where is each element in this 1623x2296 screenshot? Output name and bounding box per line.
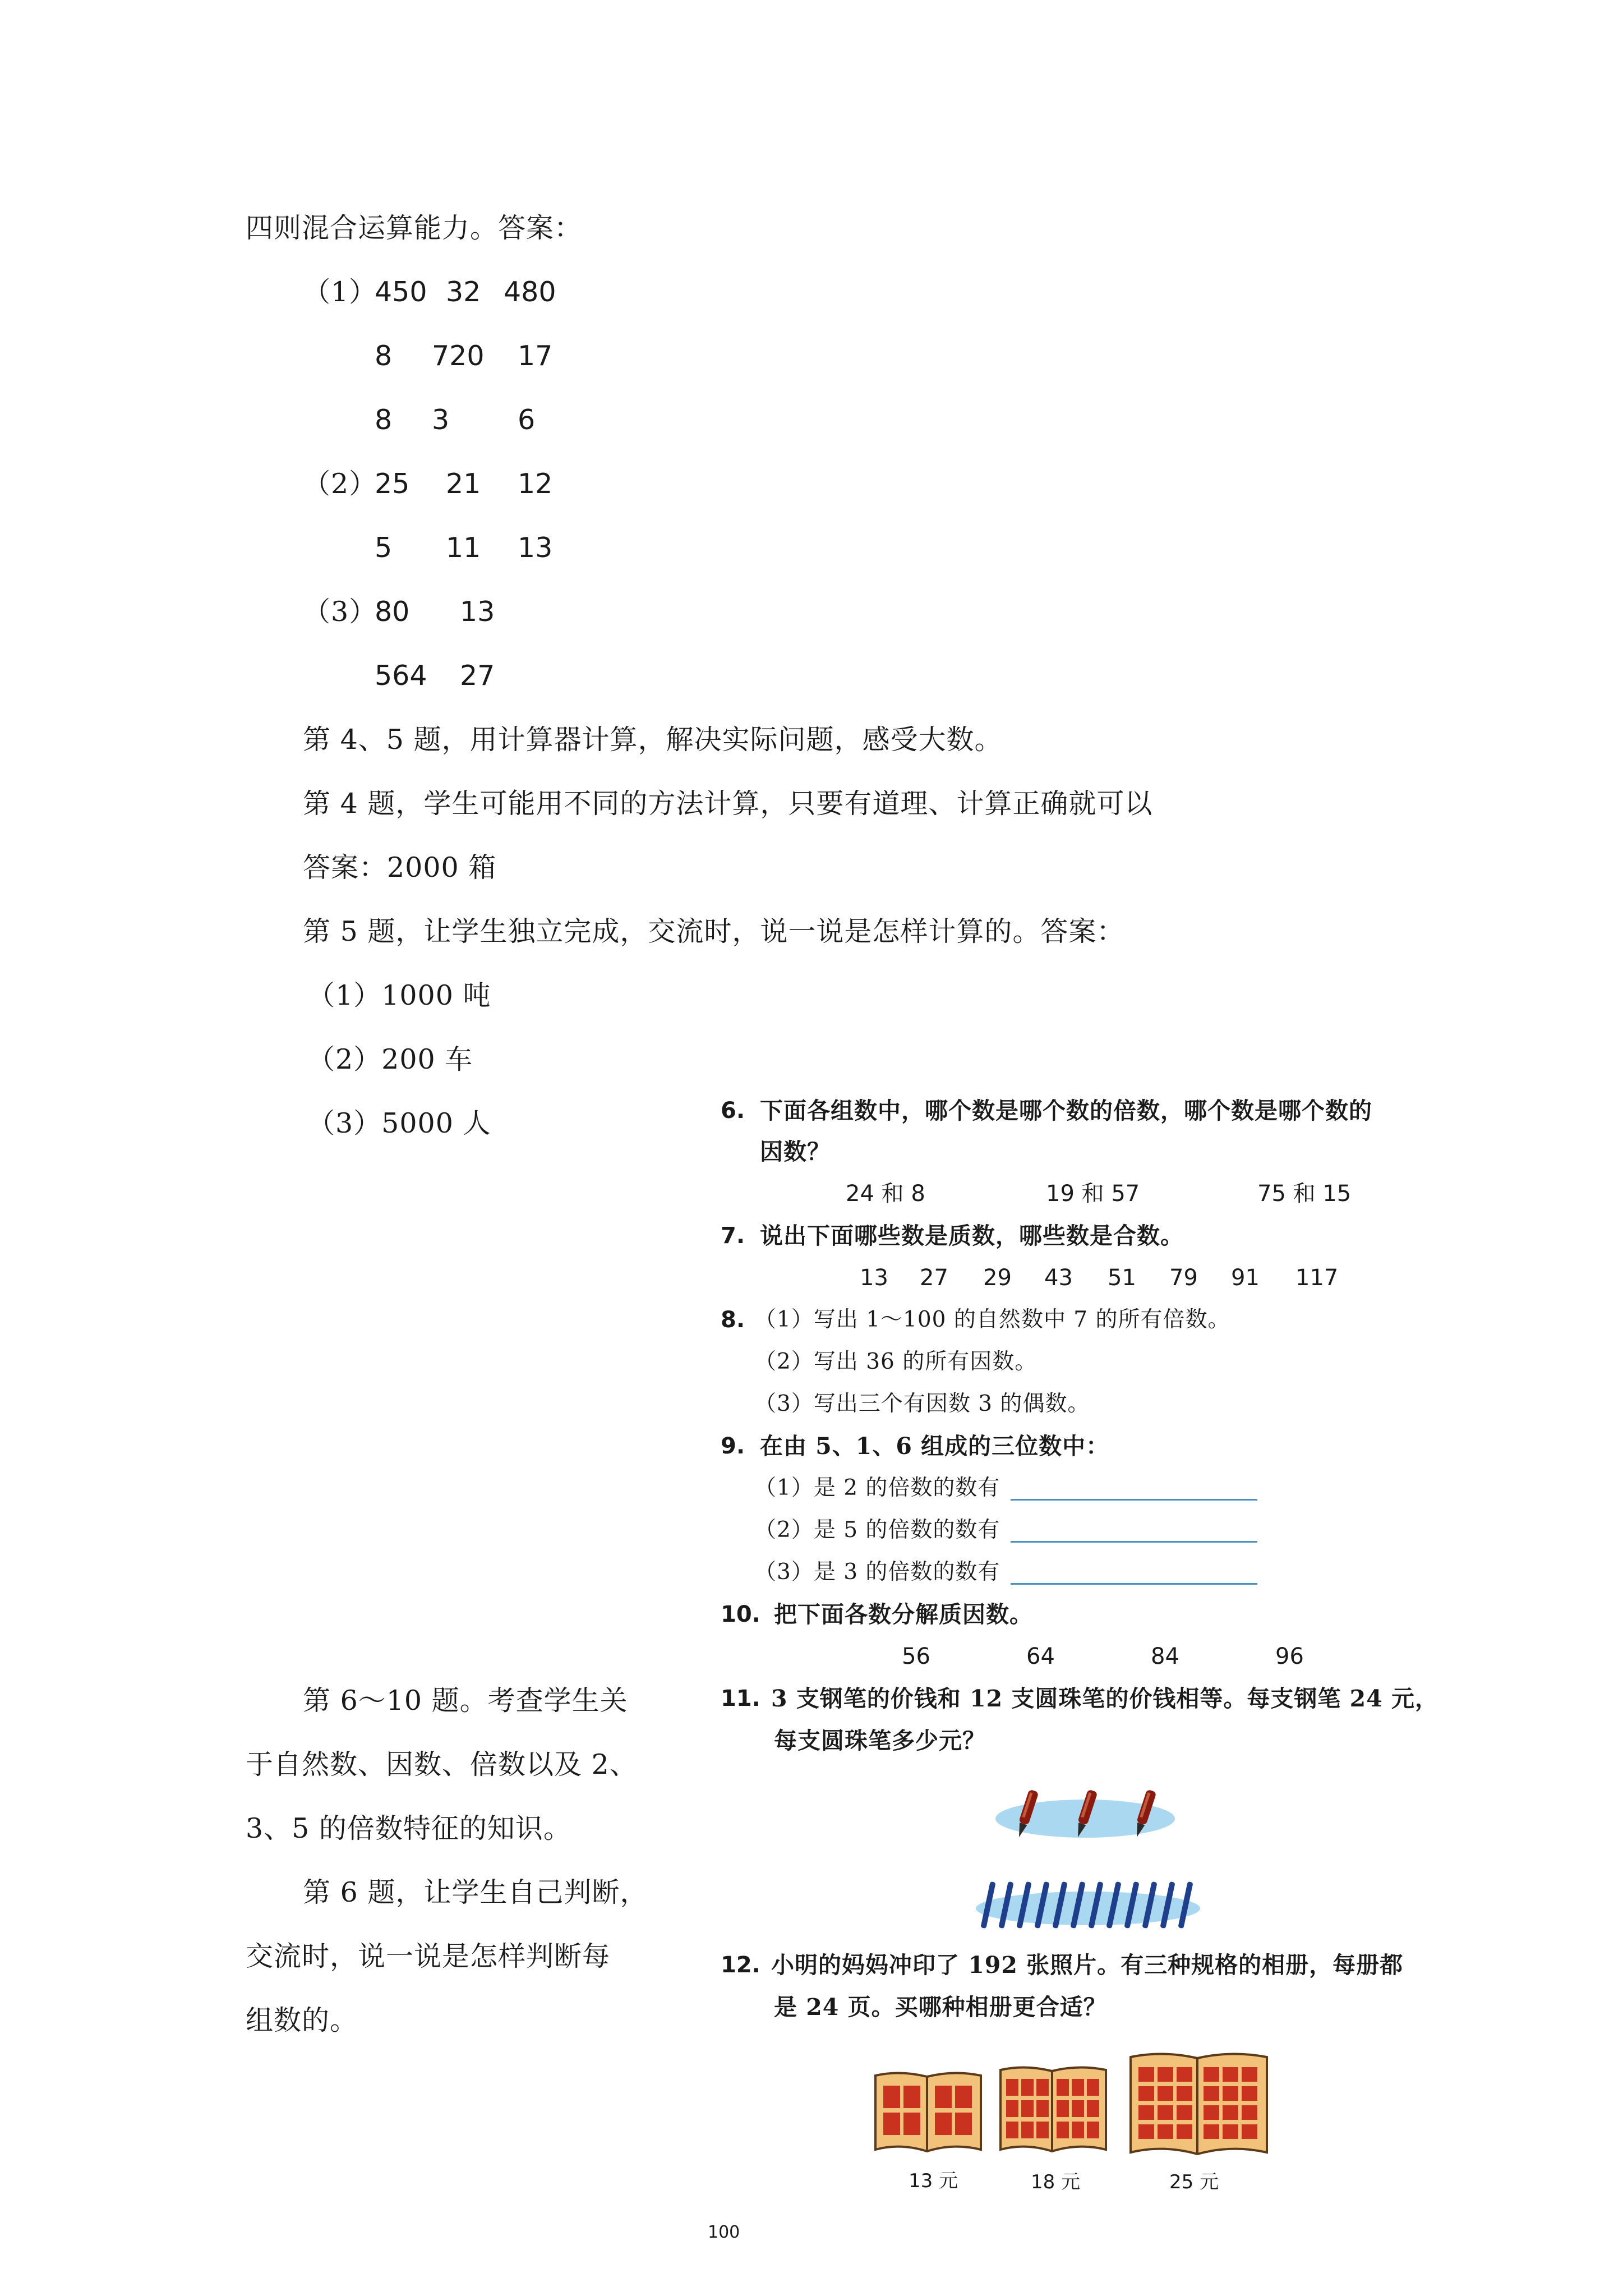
question-text: 下面各组数中，哪个数是哪个数的倍数，哪个数是哪个数的 [760,1097,1372,1124]
paragraph: 答案：2000 箱 [303,852,497,884]
album-price: 18 元 [1031,2171,1081,2193]
number-item: 29 [983,1265,1012,1291]
note-line: 第 6～10 题。考查学生关 [303,1685,628,1717]
sub-question: （3）写出三个有因数 3 的偶数。 [754,1391,1090,1416]
ballpoint-pens-illustration [973,1874,1203,1935]
number-item: 79 [1169,1265,1198,1291]
answer-value: 12 [518,468,553,500]
answer-line: （3）5000 人 [307,1107,491,1139]
sub-question: （2）是 5 的倍数的数有 [754,1517,1000,1543]
sub-question: （2）写出 36 的所有因数。 [754,1349,1038,1374]
answer-blank[interactable] [1011,1541,1257,1543]
answer-value: 8 [375,404,393,436]
photo-album-small-icon [872,2070,984,2157]
question-number: 12. [721,1952,760,1978]
note-line: 3、5 的倍数特征的知识。 [246,1812,571,1844]
answer-value: 6 [518,404,536,436]
answer-line: （2）200 车 [307,1043,473,1075]
fountain-pens-illustration [993,1784,1178,1846]
photo-album-large-icon [1127,2050,1270,2160]
answer-value: 480 [504,276,556,308]
sub-question: （3）是 3 的倍数的数有 [754,1559,1000,1585]
question-number: 11. [721,1686,760,1711]
answer-value: 450 [375,276,427,308]
paragraph: 第 5 题，让学生独立完成，交流时，说一说是怎样计算的。答案： [303,915,1125,947]
answer-line: （1）1000 吨 [307,979,491,1011]
answer-value: 32 [446,276,481,308]
answer-value: 720 [432,340,485,372]
answer-value: 17 [518,340,553,372]
note-line: 交流时，说一说是怎样判断每 [246,1940,611,1972]
answer-blank[interactable] [1011,1499,1257,1501]
number-item: 64 [1026,1644,1055,1669]
answer-value: 80 [375,596,410,628]
number-item: 13 [860,1265,888,1291]
number-item: 117 [1295,1265,1339,1291]
answer-value: 11 [446,532,481,564]
number-pair: 19 和 57 [1046,1181,1140,1207]
number-item: 84 [1151,1644,1179,1669]
note-line: 第 6 题，让学生自己判断， [303,1876,648,1908]
answer-blank[interactable] [1011,1583,1257,1585]
question-number: 10. [721,1602,760,1627]
question-number: 9. [721,1433,745,1459]
answer-value: 3 [432,404,450,436]
answer-value: 25 [375,468,410,500]
number-item: 27 [920,1265,948,1291]
answer-value: 13 [460,596,495,628]
question-text: 因数？ [760,1138,831,1165]
answer-value: 27 [460,660,495,692]
answer-value: 21 [446,468,481,500]
paragraph: 第 4 题，学生可能用不同的方法计算，只要有道理、计算正确就可以 [303,788,1153,820]
question-text: 3 支钢笔的价钱和 12 支圆珠笔的价钱相等。每支钢笔 24 元， [771,1685,1439,1712]
photo-album-medium-icon [997,2064,1109,2157]
album-price: 25 元 [1169,2171,1219,2193]
answer-group-2-label: （2） [303,468,377,500]
answer-value: 564 [375,660,427,692]
question-number: 7. [721,1223,745,1249]
intro-line: 四则混合运算能力。答案： [246,212,583,244]
number-pair: 24 和 8 [846,1181,925,1207]
sub-question: （1）写出 1～100 的自然数中 7 的所有倍数。 [754,1307,1230,1332]
answer-group-1-label: （1） [303,276,377,308]
question-text: 小明的妈妈冲印了 192 张照片。有三种规格的相册，每册都 [771,1952,1404,1978]
number-item: 43 [1044,1265,1073,1291]
note-line: 组数的。 [246,2004,358,2036]
number-item: 56 [902,1644,930,1669]
number-item: 91 [1231,1265,1260,1291]
paragraph: 第 4、5 题，用计算器计算，解决实际问题，感受大数。 [303,724,1003,756]
question-number: 8. [721,1307,745,1333]
question-text: 每支圆珠笔多少元？ [774,1727,986,1754]
question-number: 6. [721,1098,745,1124]
answer-value: 13 [518,532,553,564]
answer-value: 5 [375,532,393,564]
question-text: 把下面各数分解质因数。 [774,1601,1033,1628]
number-item: 51 [1108,1265,1136,1291]
sub-question: （1）是 2 的倍数的数有 [754,1475,1000,1501]
number-item: 96 [1275,1644,1304,1669]
answer-group-3-label: （3） [303,596,377,628]
question-text: 说出下面哪些数是质数，哪些数是合数。 [760,1222,1184,1249]
question-text: 是 24 页。买哪种相册更合适？ [774,1994,1107,2021]
answer-value: 8 [375,340,393,372]
album-price: 13 元 [909,2170,958,2192]
page-number: 100 [708,2223,740,2242]
question-text: 在由 5、1、6 组成的三位数中： [760,1433,1110,1460]
number-pair: 75 和 15 [1257,1181,1352,1207]
note-line: 于自然数、因数、倍数以及 2、 [246,1749,638,1780]
